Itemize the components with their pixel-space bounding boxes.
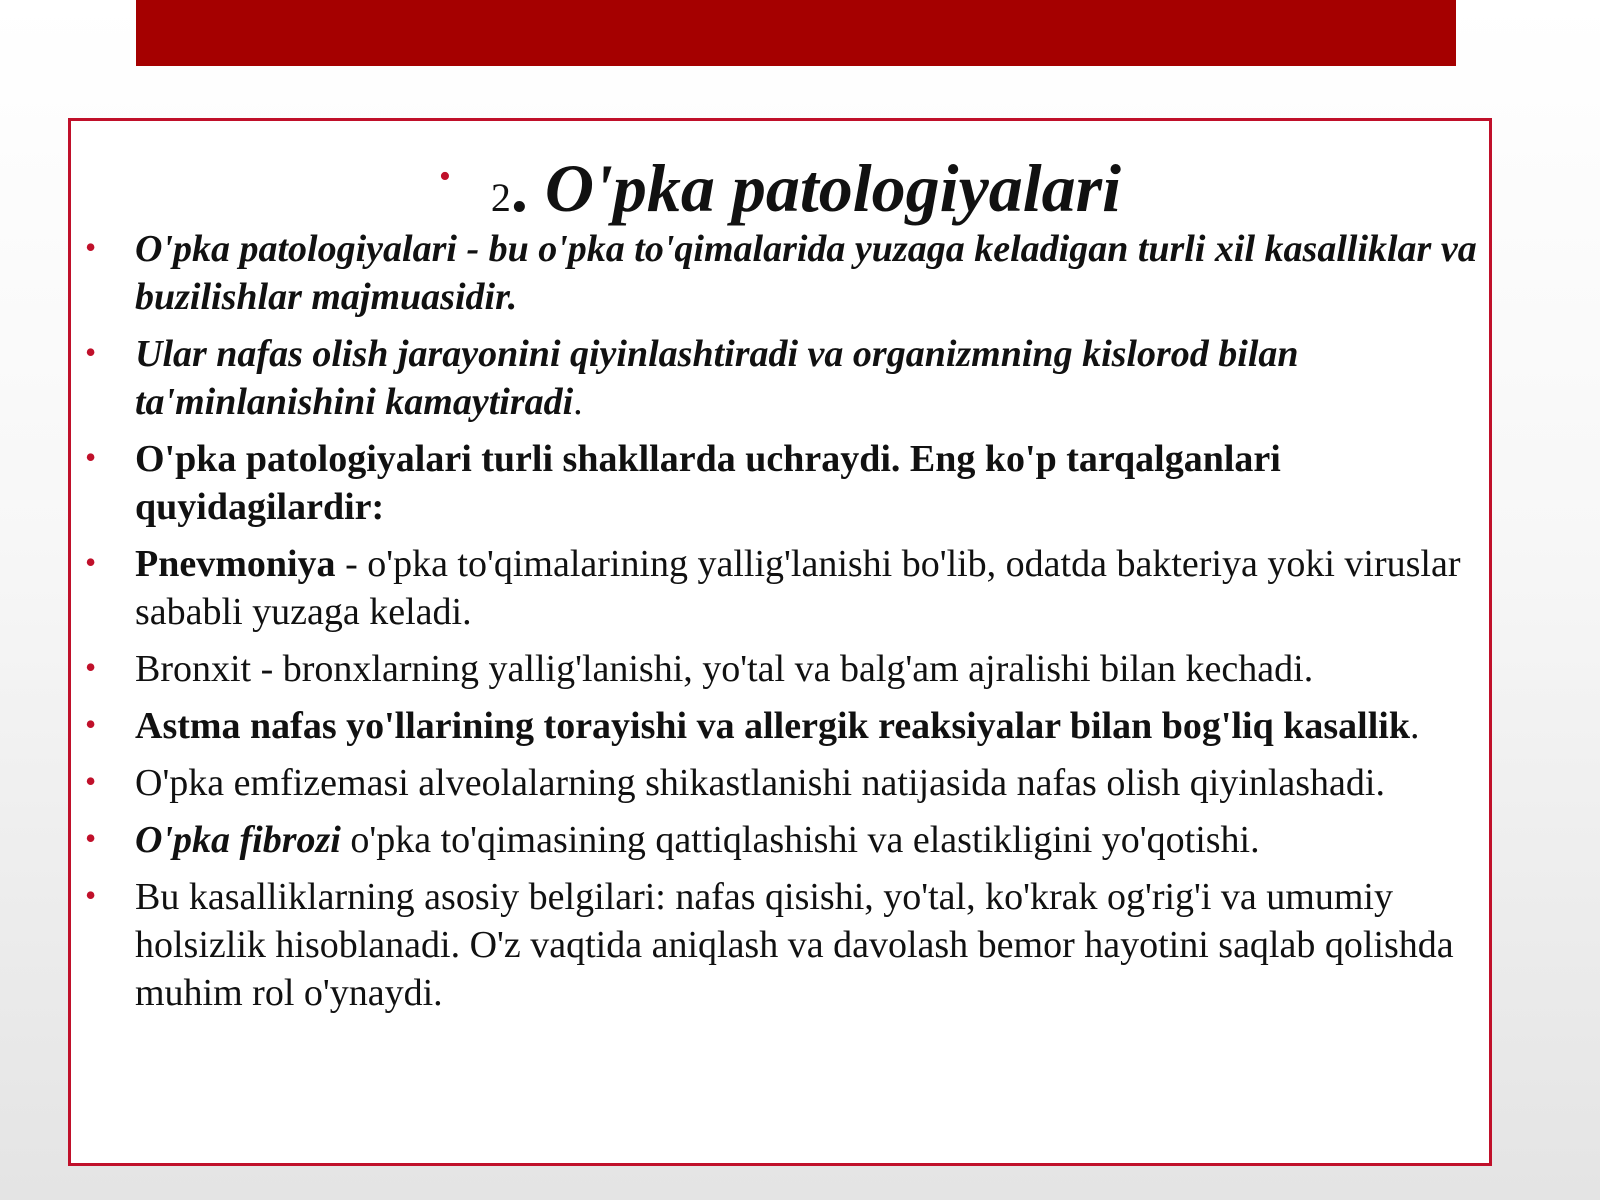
- bullet-rest: o'pka to'qimasining qattiqlashishi va elastikligini yo'qotishi.: [340, 819, 1260, 861]
- list-item: [71, 873, 1492, 1017]
- header-bar: [136, 0, 1456, 66]
- title-bullet-icon: •: [438, 158, 451, 195]
- bullet-bold-italic: O'pka patologiyalari - bu o'pka to'qimalarida yuzaga keladigan turli xil kasalliklar va buzilishlar majmuasidir.: [135, 228, 1477, 318]
- bullet-bold: O'pka patologiyalari turli shakllarda uchraydi. Eng ko'p tarqalganlari quyidagilardir:: [135, 438, 1281, 528]
- bullet-rest: .: [1409, 705, 1420, 747]
- slide-title: [71, 141, 1489, 234]
- bullet-bold-italic: Ular nafas olish jarayonini qiyinlashtiradi va organizmning kislorod bilan ta'minlanishini kamaytiradi: [135, 333, 1299, 423]
- title-number: 2: [490, 175, 511, 220]
- bullet-bold: Pnevmoniya: [135, 543, 336, 585]
- list-item: [71, 330, 1492, 426]
- bullet-text: Bu kasalliklarning asosiy belgilari: nafas qisishi, yo'tal, ko'krak og'rig'i va umumiy holsizlik hisoblanadi. O'z vaqtida aniqlash va davolash bemor hayotini saqlab qolishda muhim rol o'ynaydi.: [135, 876, 1454, 1014]
- bullet-list: [71, 225, 1492, 1026]
- list-item: [71, 759, 1492, 807]
- title-dot: .: [510, 150, 528, 226]
- bullet-text: Bronxit - bronxlarning yallig'lanishi, yo'tal va balg'am ajralishi bilan kechadi.: [135, 648, 1314, 690]
- bullet-bold: Astma nafas yo'llarining torayishi va allergik reaksiyalar bilan bog'liq kasallik: [135, 705, 1410, 747]
- bullet-rest: .: [573, 381, 583, 423]
- bullet-text: O'pka emfizemasi alveolalarning shikastlanishi natijasida nafas olish qiyinlashadi.: [135, 762, 1385, 804]
- list-item: [71, 645, 1492, 693]
- list-item: [71, 540, 1492, 636]
- list-item: [71, 435, 1492, 531]
- title-text: O'pka patologiyalari: [544, 150, 1121, 226]
- list-item: [71, 702, 1492, 750]
- bullet-rest: - o'pka to'qimalarining yallig'lanishi bo'lib, odatda bakteriya yoki viruslar sababli yuzaga keladi.: [135, 543, 1461, 633]
- bullet-bold-italic: O'pka fibrozi: [135, 819, 341, 861]
- content-box: [68, 118, 1492, 1166]
- list-item: [71, 225, 1492, 321]
- list-item: [71, 816, 1492, 864]
